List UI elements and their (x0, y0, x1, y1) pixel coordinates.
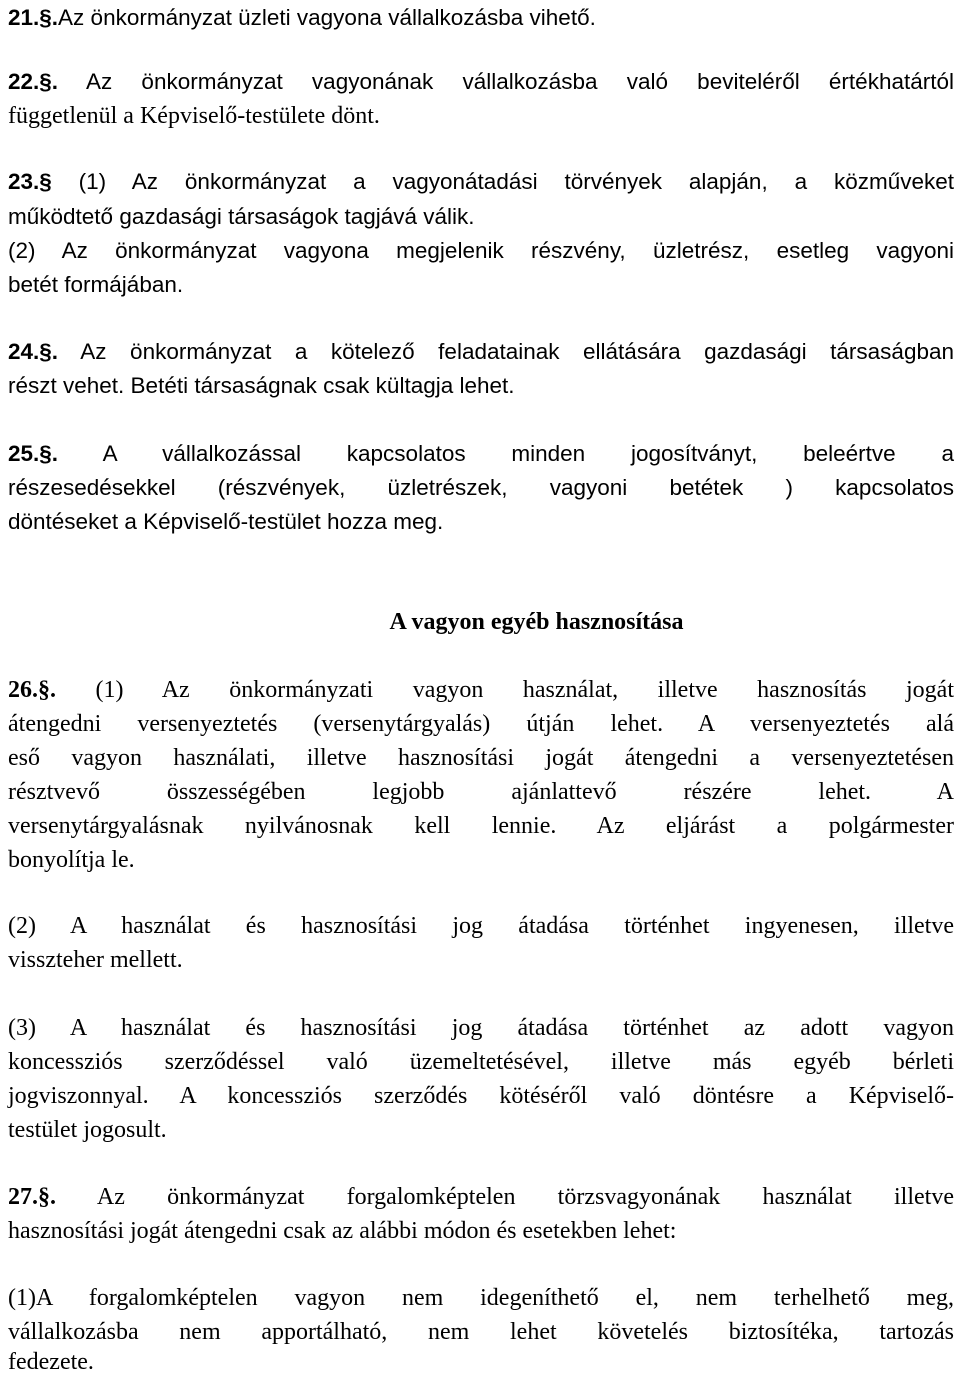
section-26-text-1: (1) Az önkormányzati vagyon használat, illetve hasznosítás jogát (56, 677, 954, 703)
section-26-p3-line-3: jogviszonnyal. A koncessziós szerződés kötéséről való döntésre a Képviselő- (8, 1083, 954, 1109)
section-21-number: 21.§. (8, 5, 59, 30)
section-26-number: 26.§. (8, 677, 56, 703)
section-22-line-1 (8, 65, 954, 99)
section-27-p1-line-2: vállalkozásba nem apportálható, nem lehet követelés biztosítéka, tartozás (8, 1319, 954, 1345)
section-heading: A vagyon egyéb hasznosítása (389, 609, 684, 635)
section-24-line-1 (8, 335, 954, 369)
section-26-line-2: átengedni versenyeztetés (versenytárgyalás) útján lehet. A versenyeztetés alá (8, 711, 954, 737)
section-23-line-2: működtető gazdasági társaságok tagjává válik. (8, 204, 475, 229)
section-26-line-6: bonyolítja le. (8, 847, 135, 873)
section-24-text-1: Az önkormányzat a kötelező feladatainak ellátására gazdasági társaságban (58, 339, 954, 364)
section-23-line-4: betét formájában. (8, 272, 184, 297)
section-24-line-2: részt vehet. Betéti társaságnak csak kültagja lehet. (8, 373, 515, 398)
section-27-line-1 (8, 1180, 954, 1214)
section-26-p2-line-2: visszteher mellett. (8, 947, 183, 973)
section-27-line-2: hasznosítási jogát átengedni csak az alábbi módon és esetekben lehet: (8, 1218, 677, 1244)
section-24-number: 24.§. (8, 339, 59, 364)
section-26-line-1 (8, 673, 954, 707)
section-26-p3-line-2: koncessziós szerződéssel való üzemeltetésével, illetve más egyéb bérleti (8, 1049, 954, 1075)
section-25-line-2: részesedésekkel (részvények, üzletrészek, vagyoni betétek ) kapcsolatos (8, 475, 954, 500)
section-23-line-3: (2) Az önkormányzat vagyona megjelenik részvény, üzletrész, esetleg vagyoni (8, 238, 954, 263)
section-25-line-1 (8, 437, 954, 471)
section-22-line-2: függetlenül a Képviselő-testülete dönt. (8, 103, 380, 129)
section-25-number: 25.§. (8, 441, 59, 466)
section-26-line-4: résztvevő összességében legjobb ajánlattevő részére lehet. A (8, 779, 954, 805)
section-26-p3-line-1: (3) A használat és hasznosítási jog átadása történhet az adott vagyon (8, 1015, 954, 1041)
section-27-p1-line-1: (1)A forgalomképtelen vagyon nem idegeníthető el, nem terhelhető meg, (8, 1285, 954, 1311)
section-25-line-3: döntéseket a Képviselő-testület hozza meg. (8, 509, 444, 534)
section-26-p2-line-1: (2) A használat és hasznosítási jog átadása történhet ingyenesen, illetve (8, 913, 954, 939)
section-22-text-1: Az önkormányzat vagyonának vállalkozásba való beviteléről értékhatártól (58, 69, 954, 94)
section-25-text-1: A vállalkozással kapcsolatos minden jogosítványt, beleértve a (58, 441, 954, 466)
section-23-number: 23.§ (8, 169, 52, 194)
section-26-p3-line-4: testület jogosult. (8, 1117, 167, 1143)
section-22-number: 22.§. (8, 69, 59, 94)
section-21-line-1 (8, 1, 596, 35)
section-23-line-1 (8, 165, 954, 199)
section-27-number: 27.§. (8, 1184, 56, 1210)
section-27-text-1: Az önkormányzat forgalomképtelen törzsvagyonának használat illetve (56, 1184, 954, 1210)
section-27-p1-line-3: fedezete. (8, 1349, 94, 1375)
section-26-line-5: versenytárgyalásnak nyilvánosnak kell lennie. Az eljárást a polgármester (8, 813, 954, 839)
section-21-text: Az önkormányzat üzleti vagyona vállalkozásba vihető. (58, 5, 596, 30)
section-23-text-1: (1) Az önkormányzat a vagyonátadási törvények alapján, a közműveket (51, 169, 954, 194)
section-26-line-3: eső vagyon használati, illetve hasznosítási jogát átengedni a versenyeztetésen (8, 745, 954, 771)
